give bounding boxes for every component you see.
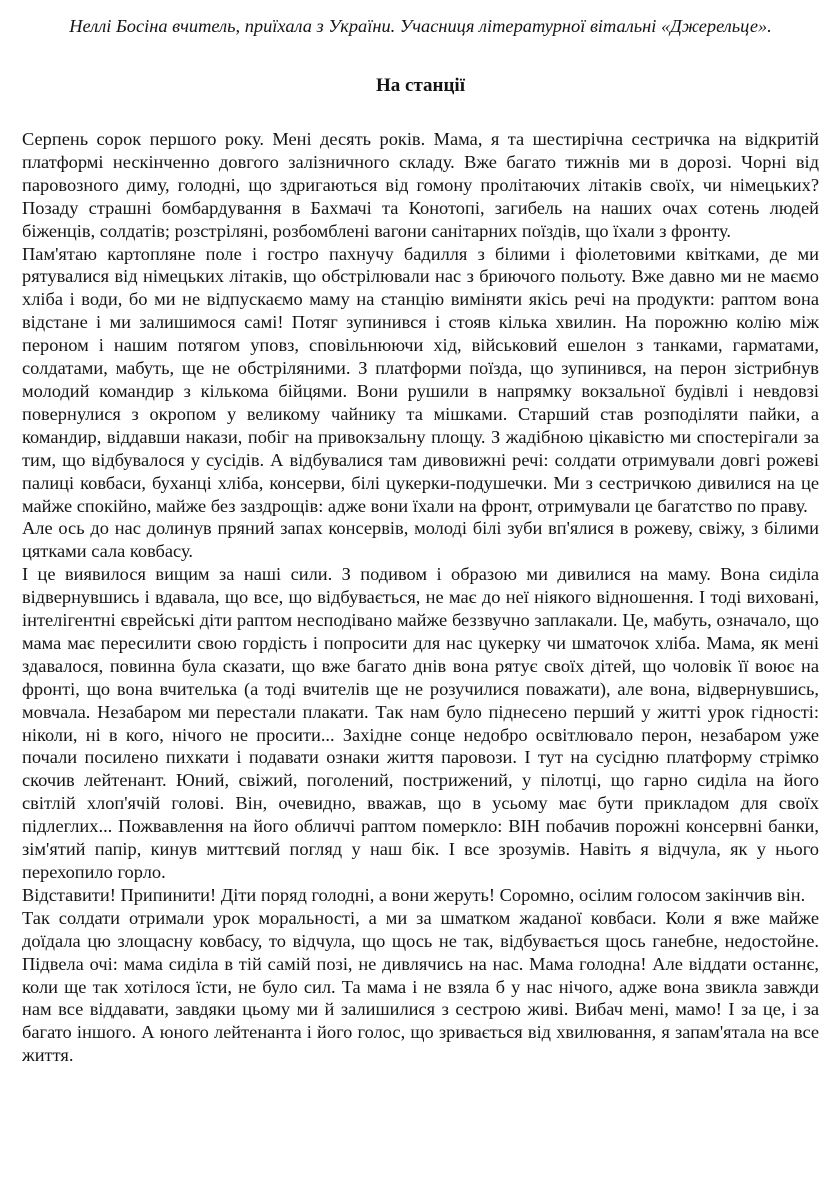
paragraph-4: І це виявилося вищим за наші сили. З подивом і образою ми дивилися на маму. Вона сиділа відвернувшись і вдавала, що все, що відбувається, не має до неї ніякого відношення. І тоді виховані, інтелігентні єврейські діти раптом несподівано майже беззвучно заплакали. Це, мабуть, означало, що мама має пересилити свою гордість і попросити для нас цукерку чи шматочок хліба. Мама, як мені здавалося, повинна була сказати, що вже багато днів вона рятує своїх дітей, що чоловік її воює на фронті, що вона вчителька (а тоді вчителів ще не розучилися поважати), але вона, відвернувшись, мовчала. Незабаром ми перестали плакати. Так нам було піднесено перший у житті урок гідності: ніколи, ні в кого, нічого не просити... Західне сонце недобро освітлювало перон, незабаром уже почали посилено пихкати і подавати ознаки життя паровози. І тут на сусідню платформу стрімко скочив лейтенант. Юний, свіжий, поголений, пострижений, у пілотці, що гарно сиділа на його світлій хлоп'ячій голові. Він, очевидно, вважав, що в усьому має бути прикладом для своїх підлеглих... Пожвавлення на його обличчі раптом померкло: ВІН побачив порожні консервні банки, зім'ятий папір, кинув миттєвий погляд у наш бік. І все зрозумів. Навіть я відчула, як у нього перехопило горло.	[22, 564, 819, 882]
paragraph-3: Але ось до нас долинув пряний запах консервів, молоді білі зуби вп'ялися в рожеву, свіжу, з білими цятками сала ковбасу.	[22, 518, 819, 562]
paragraph-6: Так солдати отримали урок моральності, а ми за шматком жаданої ковбаси. Коли я вже майже доїдала цю злощасну ковбасу, то відчула, що щось не так, відбувається щось ганебне, недостойне. Підвела очі: мама сиділа в тій самій позі, не дивлячись на нас. Мама голодна! Але віддати останнє, коли ще так хотілося їсти, не було сил. Та мама і не взяла б у нас нічого, адже вона звикла завжди нам все віддавати, завдяки цьому ми й залишилися з сестрою живі. Вибач мені, мамо! І за це, і за багато іншого. А юного лейтенанта і його голос, що зривається від хвилювання, я запам'ятала на все життя.	[22, 907, 819, 1066]
paragraph-1: Серпень сорок першого року. Мені десять років. Мама, я та шестирічна сестричка на відкритій платформі нескінченно довгого залізничного складу. Вже багато тижнів ми в дорозі. Чорні від паровозного диму, голодні, що здригаються від гомону пролітаючих літаків своїх, чи німецьких? Позаду страшні бомбардування в Бахмачі та Конотопі, загибель на наших очах сотень людей біженців, солдатів; розстріляні, розбомблені вагони санітарних поїздів, що їхали з фронту.	[22, 129, 819, 241]
author-intro: Неллі Босіна вчитель, приїхала з України. Учасниця літературної вітальні «Джерельце».	[69, 16, 772, 36]
paragraph-5: Відставити! Припинити! Діти поряд голодні, а вони жеруть! Соромно, осілим голосом закінчив він.	[22, 884, 806, 905]
paragraph-2: Пам'ятаю картопляне поле і гостро пахнучу бадилля з білими і фіолетовими квітками, де ми рятувалися від німецьких літаків, що обстрілювали нас з бриючого польоту. Вже давно ми не маємо хліба і води, бо ми не відпускаємо маму на станцію виміняти якісь речі на продукти: раптом вона відстане і ми залишимося самі! Потяг зупинився і стояв кілька хвилин. На порожню колію між пероном і нашим потягом уповз, сповільнюючи хід, військовий ешелон з танками, гарматами, солдатами, мабуть, ще не обстріляними. З платформи поїзда, що зупинився, на перон зістрибнув молодий командир з кількома бійцями. Вони рушили в напрямку вокзальної будівлі і невдовзі повернулися з окропом у великому чайнику та мішками. Старший став розподіляти пайки, а командир, віддавши накази, побіг на привокзальну площу. З жадібною цікавістю ми спостерігали за тим, що відбувалося у сусідів. А відбувалися там дивовижні речі: солдати отримували довгі рожеві палиці ковбаси, буханці хліба, консерви, білі цукерки-подушечки. Ми з сестричкою дивилися на це майже спокійно, майже без заздрощів: адже вони їхали на фронт, отримували це багатство по праву.	[22, 243, 819, 516]
document-page	[22, 14, 819, 1067]
story-title: На станції	[376, 75, 465, 96]
story-body	[22, 128, 819, 1067]
